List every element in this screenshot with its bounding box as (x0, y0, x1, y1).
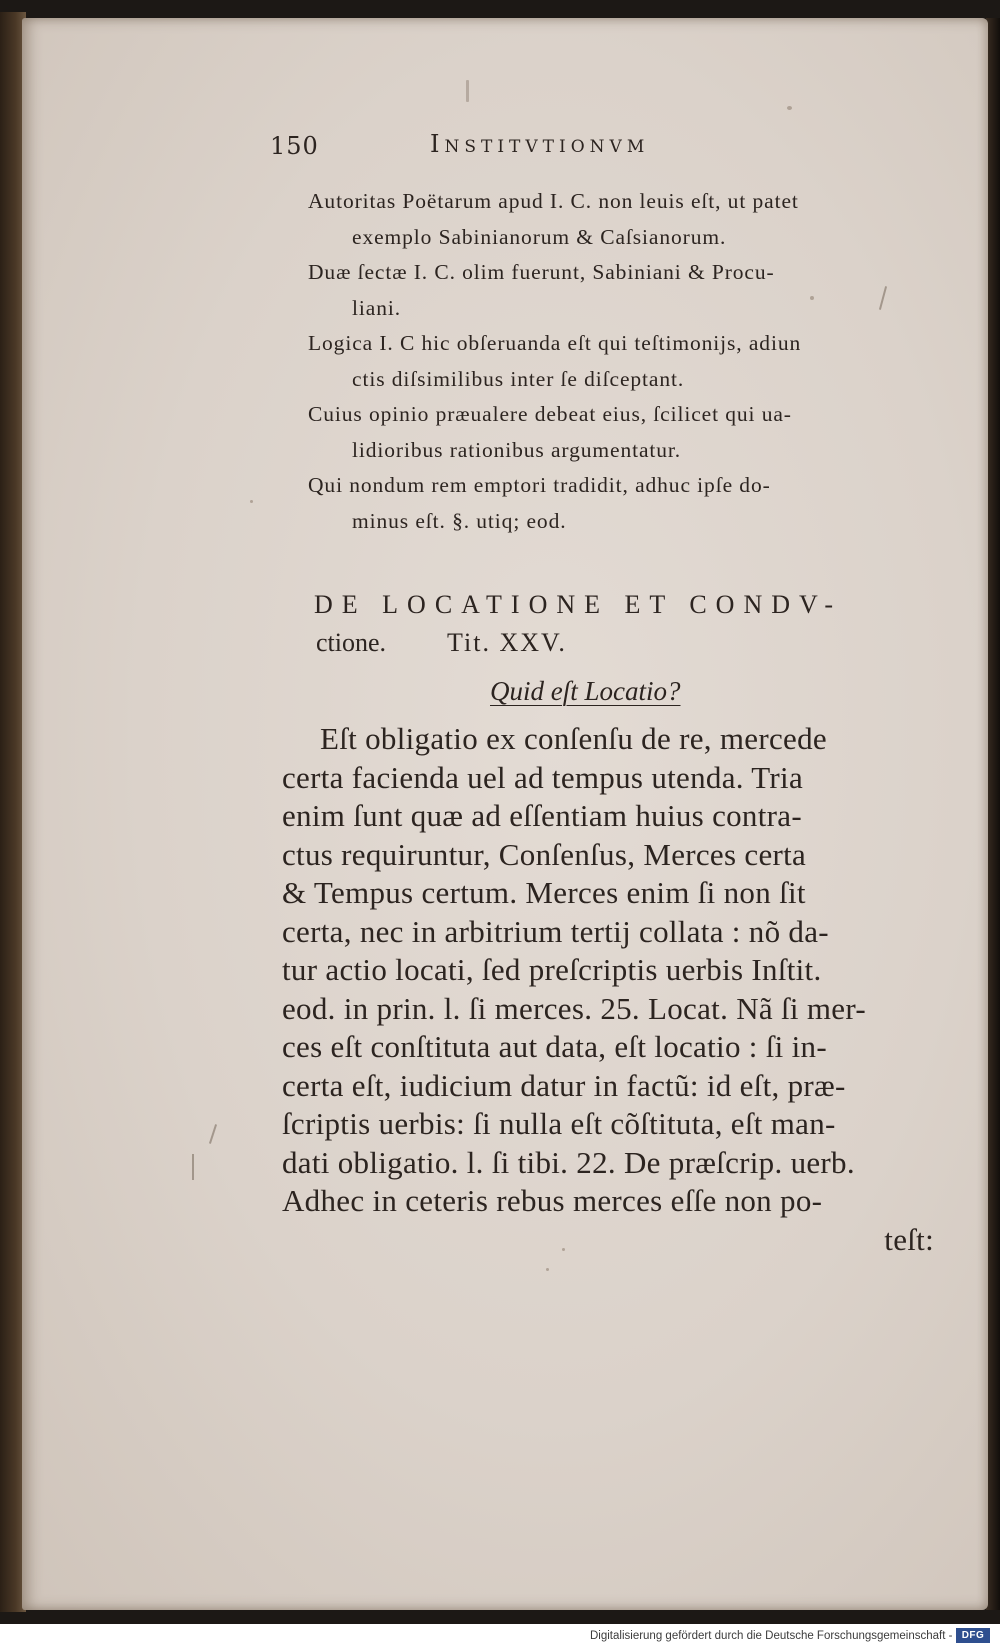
note-line: liani. (352, 295, 401, 320)
body-line: certa facienda uel ad tempus utenda. Tria (282, 759, 804, 795)
ink-speck (250, 500, 253, 503)
section-title (314, 586, 954, 662)
body-line: tur actio locati, ſed preſcriptis uerbis Inſtit. (282, 952, 822, 987)
note-line: Logica I. C hic obſeruanda eſt qui teſtimonijs, adiun (308, 331, 802, 355)
dfg-logo: DFG (956, 1628, 990, 1643)
body-line: ſcriptis uerbis: ſi nulla eſt cõſtituta, eſt man- (282, 1106, 836, 1141)
page-number: 150 (270, 132, 319, 160)
note-line: Qui nondum rem emptori tradidit, adhuc ipſe do- (308, 473, 771, 497)
running-title: Institvtionvm (430, 130, 650, 158)
body-line: certa eſt, iudicium datur in factũ: id eſt, præ- (282, 1067, 846, 1103)
note-line: exemplo Sabinianorum & Caſsianorum. (352, 224, 727, 249)
ink-speck (787, 106, 792, 110)
running-head (270, 130, 770, 164)
note-item (308, 255, 948, 326)
note-line: lidioribus rationibus argumentatur. (352, 437, 682, 462)
body-line: dati obligatio. l. ſi tibi. 22. De præſcrip. uerb. (282, 1144, 855, 1180)
note-line: Cuius opinio præualere debeat eius, ſcilicet qui ua- (308, 402, 792, 426)
note-item (308, 397, 948, 468)
section-title-line (314, 624, 954, 662)
body-line: ctus requiruntur, Conſenſus, Merces certa (282, 836, 807, 872)
note-item (308, 184, 948, 255)
section-title-line: DE LOCATIONE ET CONDV- (314, 590, 843, 619)
question-subheading: Quid eſt Locatio? (490, 676, 681, 706)
margin-mark (192, 1154, 194, 1180)
note-line: ctis diſsimilibus inter ſe diſceptant. (352, 366, 685, 391)
note-line: Duæ ſectæ I. C. olim fuerunt, Sabiniani & Procu- (308, 260, 775, 284)
body-text (282, 720, 942, 1259)
body-line: & Tempus certum. Merces enim ſi non ſit (282, 875, 806, 910)
body-line: Eſt obligatio ex conſenſu de re, mercede (320, 721, 827, 756)
marginal-notes (308, 184, 948, 539)
body-line: Adhec in ceteris rebus merces eſſe non po- (282, 1183, 823, 1218)
body-line: eod. in prin. l. ſi merces. 25. Locat. Nã ſi mer- (282, 990, 866, 1026)
note-line: Autoritas Poëtarum apud I. C. non leuis eſt, ut patet (308, 189, 799, 213)
note-line: minus eſt. §. utiq; eod. (352, 508, 567, 533)
funding-credit: Digitalisierung gefördert durch die Deutsche Forschungsgemeinschaft - (590, 1630, 953, 1642)
body-line: ces eſt conſtituta aut data, eſt locatio : ſi in- (282, 1029, 827, 1064)
margin-mark (209, 1124, 217, 1144)
note-item (308, 326, 948, 397)
catchword: teſt: (884, 1221, 934, 1257)
page-edge (986, 18, 1000, 1610)
note-item (308, 468, 948, 539)
body-line: enim ſunt quæ ad eſſentiam huius contra- (282, 798, 802, 833)
ink-speck (546, 1268, 549, 1271)
title-number: Tit. XXV. (447, 628, 567, 657)
section-title-continuation: ctione. (316, 628, 387, 657)
ink-speck (466, 80, 469, 102)
body-line: certa, nec in arbitrium tertij collata : nõ da- (282, 913, 829, 949)
